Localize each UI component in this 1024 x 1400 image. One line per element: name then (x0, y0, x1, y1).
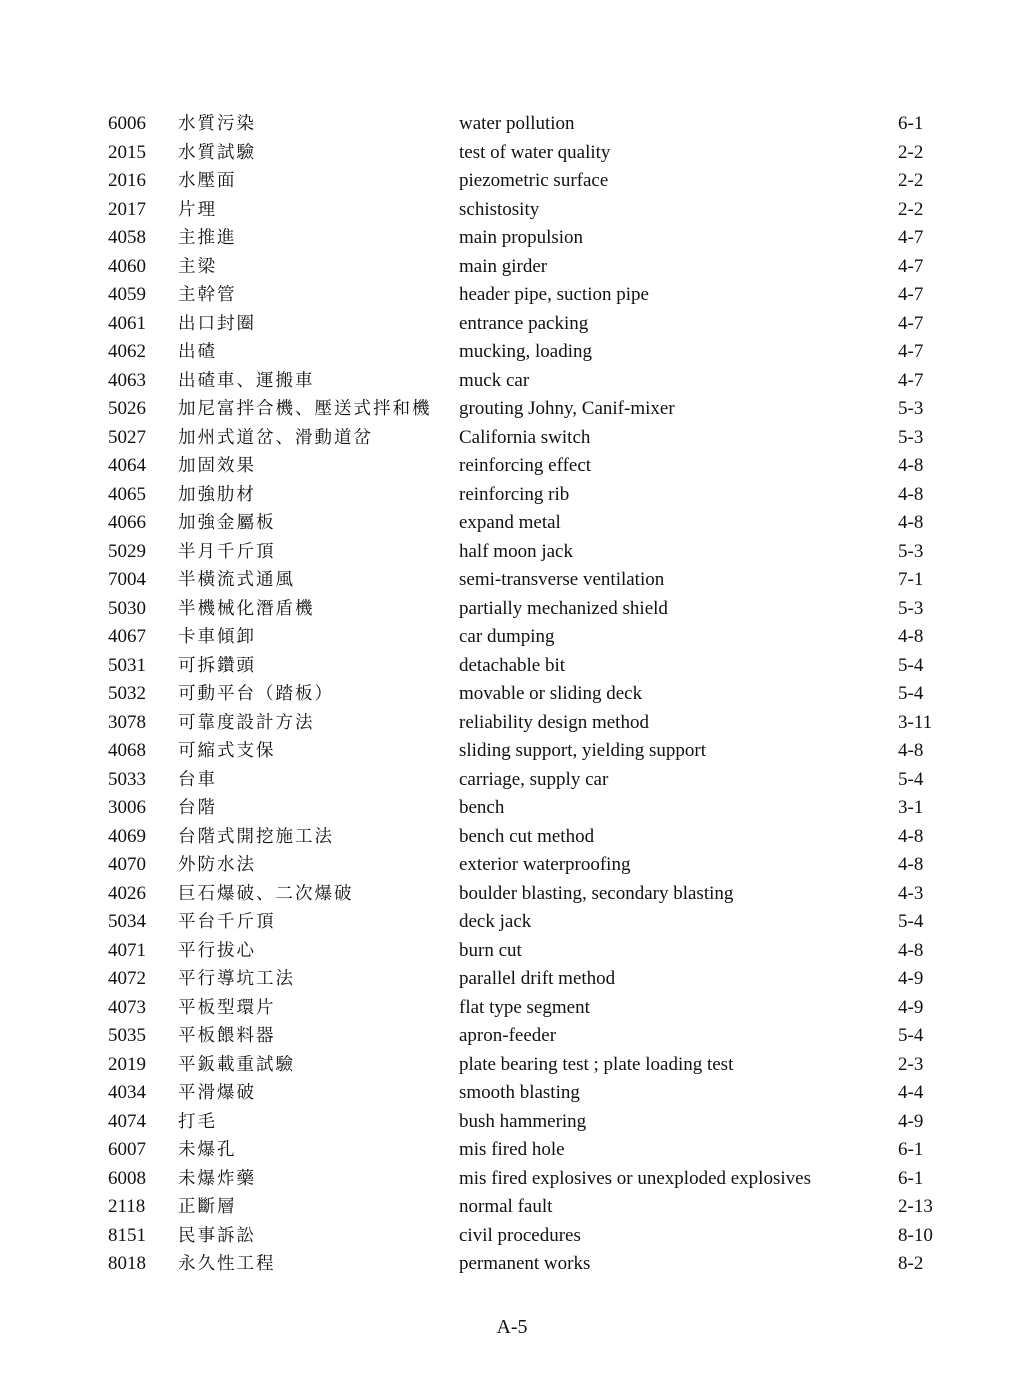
glossary-row (108, 709, 948, 738)
term-section: 4-4 (898, 1082, 924, 1103)
term-section: 4-8 (898, 825, 924, 847)
term-section: 5-3 (898, 426, 924, 448)
glossary-row (108, 281, 948, 310)
term-chinese: 出碴 (178, 342, 217, 362)
glossary-row (108, 338, 948, 367)
term-section: 7-1 (898, 569, 924, 590)
term-english: movable or sliding deck (459, 683, 643, 704)
term-code: 4061 (108, 312, 146, 334)
term-code: 5032 (108, 683, 146, 704)
term-code: 5033 (108, 768, 146, 790)
term-section: 4-8 (898, 512, 924, 533)
term-chinese: 正斷層 (178, 1197, 237, 1217)
term-section: 3-11 (898, 711, 933, 733)
term-english: entrance packing (459, 312, 589, 334)
page-number: A-5 (496, 1316, 528, 1338)
term-section: 2-2 (898, 170, 924, 191)
glossary-row (108, 509, 948, 538)
term-code: 4063 (108, 369, 146, 391)
glossary-row (108, 680, 948, 709)
term-english: mis fired explosives or unexploded explosives (459, 1167, 811, 1189)
term-chinese: 平板餵料器 (178, 1026, 276, 1046)
term-code: 4071 (108, 939, 146, 961)
glossary-row (108, 310, 948, 339)
term-english: apron-feeder (459, 1025, 557, 1046)
term-chinese: 可拆鑽頭 (178, 655, 256, 676)
term-english: reinforcing effect (459, 455, 592, 476)
term-chinese: 半橫流式通風 (178, 570, 295, 590)
term-code: 4068 (108, 740, 146, 761)
term-code: 3078 (108, 711, 146, 733)
term-english: plate bearing test ; plate loading test (459, 1053, 734, 1075)
glossary-row (108, 766, 948, 795)
term-section: 4-8 (898, 626, 924, 647)
glossary-row (108, 224, 948, 253)
term-chinese: 片理 (178, 199, 217, 220)
term-section: 4-7 (898, 369, 924, 391)
term-section: 5-4 (898, 911, 924, 932)
glossary-row (108, 1193, 948, 1222)
term-chinese: 永久性工程 (178, 1254, 276, 1274)
glossary-row (108, 595, 948, 624)
term-chinese: 加強肋材 (178, 484, 256, 505)
term-english: semi-transverse ventilation (459, 569, 665, 590)
glossary-row (108, 167, 948, 196)
term-english: burn cut (459, 939, 522, 961)
term-section: 5-4 (898, 1025, 924, 1046)
term-code: 4072 (108, 968, 146, 989)
term-english: main girder (459, 255, 548, 277)
glossary-row (108, 1022, 948, 1051)
glossary-row (108, 1051, 948, 1080)
term-code: 5035 (108, 1025, 146, 1046)
glossary-table (108, 110, 948, 1279)
term-english: parallel drift method (459, 968, 616, 989)
term-section: 8-2 (898, 1253, 924, 1274)
term-chinese: 水壓面 (178, 171, 237, 191)
term-code: 4026 (108, 882, 146, 904)
term-chinese: 台階式開挖施工法 (178, 826, 334, 847)
term-code: 2016 (108, 170, 146, 191)
term-chinese: 主推進 (178, 228, 237, 248)
term-chinese: 水質污染 (178, 114, 256, 134)
term-english: partially mechanized shield (459, 597, 668, 619)
term-code: 6007 (108, 1139, 146, 1160)
term-english: California switch (459, 426, 591, 448)
term-english: normal fault (459, 1196, 553, 1217)
term-code: 5034 (108, 911, 146, 932)
term-section: 8-10 (898, 1224, 933, 1246)
term-code: 3006 (108, 797, 146, 818)
term-chinese: 可靠度設計方法 (178, 712, 315, 733)
term-code: 2019 (108, 1053, 146, 1075)
glossary-row (108, 1108, 948, 1137)
term-chinese: 平板型環片 (178, 997, 276, 1018)
glossary-row (108, 737, 948, 766)
term-chinese: 卡車傾卸 (178, 627, 256, 647)
term-chinese: 加州式道岔、滑動道岔 (178, 427, 373, 448)
glossary-row (108, 395, 948, 424)
term-chinese: 平台千斤頂 (178, 912, 276, 932)
term-english: piezometric surface (459, 170, 609, 191)
term-section: 4-8 (898, 455, 924, 476)
term-chinese: 外防水法 (178, 855, 256, 875)
glossary-row (108, 1250, 948, 1279)
term-english: main propulsion (459, 227, 584, 248)
term-section: 4-7 (898, 227, 924, 248)
term-english: expand metal (459, 512, 561, 533)
term-code: 4069 (108, 825, 146, 847)
glossary-row (108, 937, 948, 966)
term-section: 4-9 (898, 1110, 924, 1132)
term-code: 4064 (108, 455, 146, 476)
glossary-row (108, 566, 948, 595)
term-english: bench cut method (459, 825, 595, 847)
term-chinese: 台階 (178, 798, 217, 818)
glossary-row (108, 538, 948, 567)
term-code: 4060 (108, 255, 146, 277)
glossary-row (108, 139, 948, 168)
term-code: 4034 (108, 1082, 146, 1103)
term-section: 2-2 (898, 141, 924, 163)
term-section: 4-8 (898, 740, 924, 761)
glossary-row (108, 481, 948, 510)
term-english: boulder blasting, secondary blasting (459, 882, 734, 904)
glossary-row (108, 908, 948, 937)
term-code: 4065 (108, 483, 146, 505)
term-code: 4059 (108, 284, 146, 305)
term-chinese: 台車 (178, 769, 217, 790)
term-english: deck jack (459, 911, 532, 932)
term-code: 6008 (108, 1167, 146, 1189)
glossary-row (108, 823, 948, 852)
term-section: 2-3 (898, 1053, 924, 1075)
term-code: 6006 (108, 113, 146, 134)
term-english: muck car (459, 369, 530, 391)
term-section: 4-7 (898, 312, 924, 334)
term-chinese: 平行導坑工法 (178, 969, 295, 989)
term-section: 4-7 (898, 341, 924, 362)
term-section: 2-2 (898, 198, 924, 220)
glossary-row (108, 880, 948, 909)
term-section: 4-7 (898, 284, 924, 305)
term-chinese: 可縮式支保 (178, 741, 276, 761)
term-english: civil procedures (459, 1224, 581, 1246)
glossary-row (108, 623, 948, 652)
term-section: 5-3 (898, 540, 924, 562)
term-section: 5-4 (898, 683, 924, 704)
term-english: bush hammering (459, 1110, 587, 1132)
term-section: 4-9 (898, 968, 924, 989)
term-chinese: 半月千斤頂 (178, 541, 276, 562)
term-english: mis fired hole (459, 1139, 565, 1160)
term-code: 5026 (108, 398, 146, 419)
term-code: 5030 (108, 597, 146, 619)
term-english: exterior waterproofing (459, 854, 631, 875)
glossary-row (108, 110, 948, 139)
term-code: 7004 (108, 569, 146, 590)
term-chinese: 巨石爆破、二次爆破 (178, 883, 354, 904)
term-code: 5029 (108, 540, 146, 562)
term-section: 4-8 (898, 483, 924, 505)
term-chinese: 出口封圈 (178, 313, 256, 334)
term-chinese: 平滑爆破 (178, 1083, 256, 1103)
term-code: 8018 (108, 1253, 146, 1274)
term-english: test of water quality (459, 141, 611, 163)
term-english: permanent works (459, 1253, 591, 1274)
term-code: 4073 (108, 996, 146, 1018)
term-code: 4074 (108, 1110, 146, 1132)
term-chinese: 加強金屬板 (178, 513, 276, 533)
term-chinese: 打毛 (178, 1111, 217, 1132)
glossary-row (108, 367, 948, 396)
glossary-row (108, 1136, 948, 1165)
term-section: 2-13 (898, 1196, 933, 1217)
term-section: 4-8 (898, 854, 924, 875)
term-code: 4062 (108, 341, 146, 362)
term-section: 4-8 (898, 939, 924, 961)
term-english: detachable bit (459, 654, 566, 676)
term-english: car dumping (459, 626, 555, 647)
term-english: sliding support, yielding support (459, 740, 706, 761)
term-section: 5-3 (898, 597, 924, 619)
glossary-row (108, 452, 948, 481)
term-section: 6-1 (898, 1139, 924, 1160)
term-english: reinforcing rib (459, 483, 570, 505)
term-english: water pollution (459, 113, 575, 134)
glossary-row (108, 851, 948, 880)
term-section: 4-7 (898, 255, 924, 277)
term-chinese: 主梁 (178, 256, 217, 277)
glossary-row (108, 652, 948, 681)
term-section: 6-1 (898, 1167, 924, 1189)
term-code: 8151 (108, 1224, 146, 1246)
term-chinese: 可動平台（踏板） (178, 684, 334, 704)
term-english: mucking, loading (459, 341, 592, 362)
term-english: half moon jack (459, 540, 573, 562)
term-code: 4070 (108, 854, 146, 875)
glossary-row (108, 1222, 948, 1251)
term-english: header pipe, suction pipe (459, 284, 649, 305)
term-section: 6-1 (898, 113, 924, 134)
term-code: 4066 (108, 512, 146, 533)
term-chinese: 民事訴訟 (178, 1225, 256, 1246)
term-section: 4-3 (898, 882, 924, 904)
term-english: schistosity (459, 198, 540, 220)
glossary-row (108, 1165, 948, 1194)
term-code: 2017 (108, 198, 146, 220)
term-chinese: 水質試驗 (178, 142, 256, 163)
term-chinese: 加固效果 (178, 456, 256, 476)
term-code: 5027 (108, 426, 146, 448)
glossary-row (108, 794, 948, 823)
term-section: 4-9 (898, 996, 924, 1018)
term-code: 2118 (108, 1196, 146, 1217)
term-chinese: 半機械化潛盾機 (178, 598, 315, 619)
term-code: 5031 (108, 654, 146, 676)
term-chinese: 加尼富拌合機、壓送式拌和機 (178, 399, 432, 419)
term-english: smooth blasting (459, 1082, 580, 1103)
term-section: 3-1 (898, 797, 924, 818)
glossary-row (108, 965, 948, 994)
term-section: 5-4 (898, 768, 924, 790)
term-chinese: 出碴車、運搬車 (178, 370, 315, 391)
term-code: 4058 (108, 227, 146, 248)
term-english: bench (459, 797, 505, 818)
term-chinese: 平鈑載重試驗 (178, 1054, 295, 1075)
glossary-row (108, 424, 948, 453)
term-english: reliability design method (459, 711, 649, 733)
term-code: 2015 (108, 141, 146, 163)
term-chinese: 主幹管 (178, 285, 237, 305)
term-code: 4067 (108, 626, 146, 647)
term-english: flat type segment (459, 996, 590, 1018)
term-chinese: 未爆炸藥 (178, 1168, 256, 1189)
glossary-row (108, 196, 948, 225)
term-english: grouting Johny, Canif-mixer (459, 398, 675, 419)
term-chinese: 平行拔心 (178, 940, 256, 961)
glossary-row (108, 1079, 948, 1108)
term-section: 5-4 (898, 654, 924, 676)
term-english: carriage, supply car (459, 768, 609, 790)
glossary-row (108, 253, 948, 282)
term-section: 5-3 (898, 398, 924, 419)
term-chinese: 未爆孔 (178, 1140, 237, 1160)
glossary-row (108, 994, 948, 1023)
